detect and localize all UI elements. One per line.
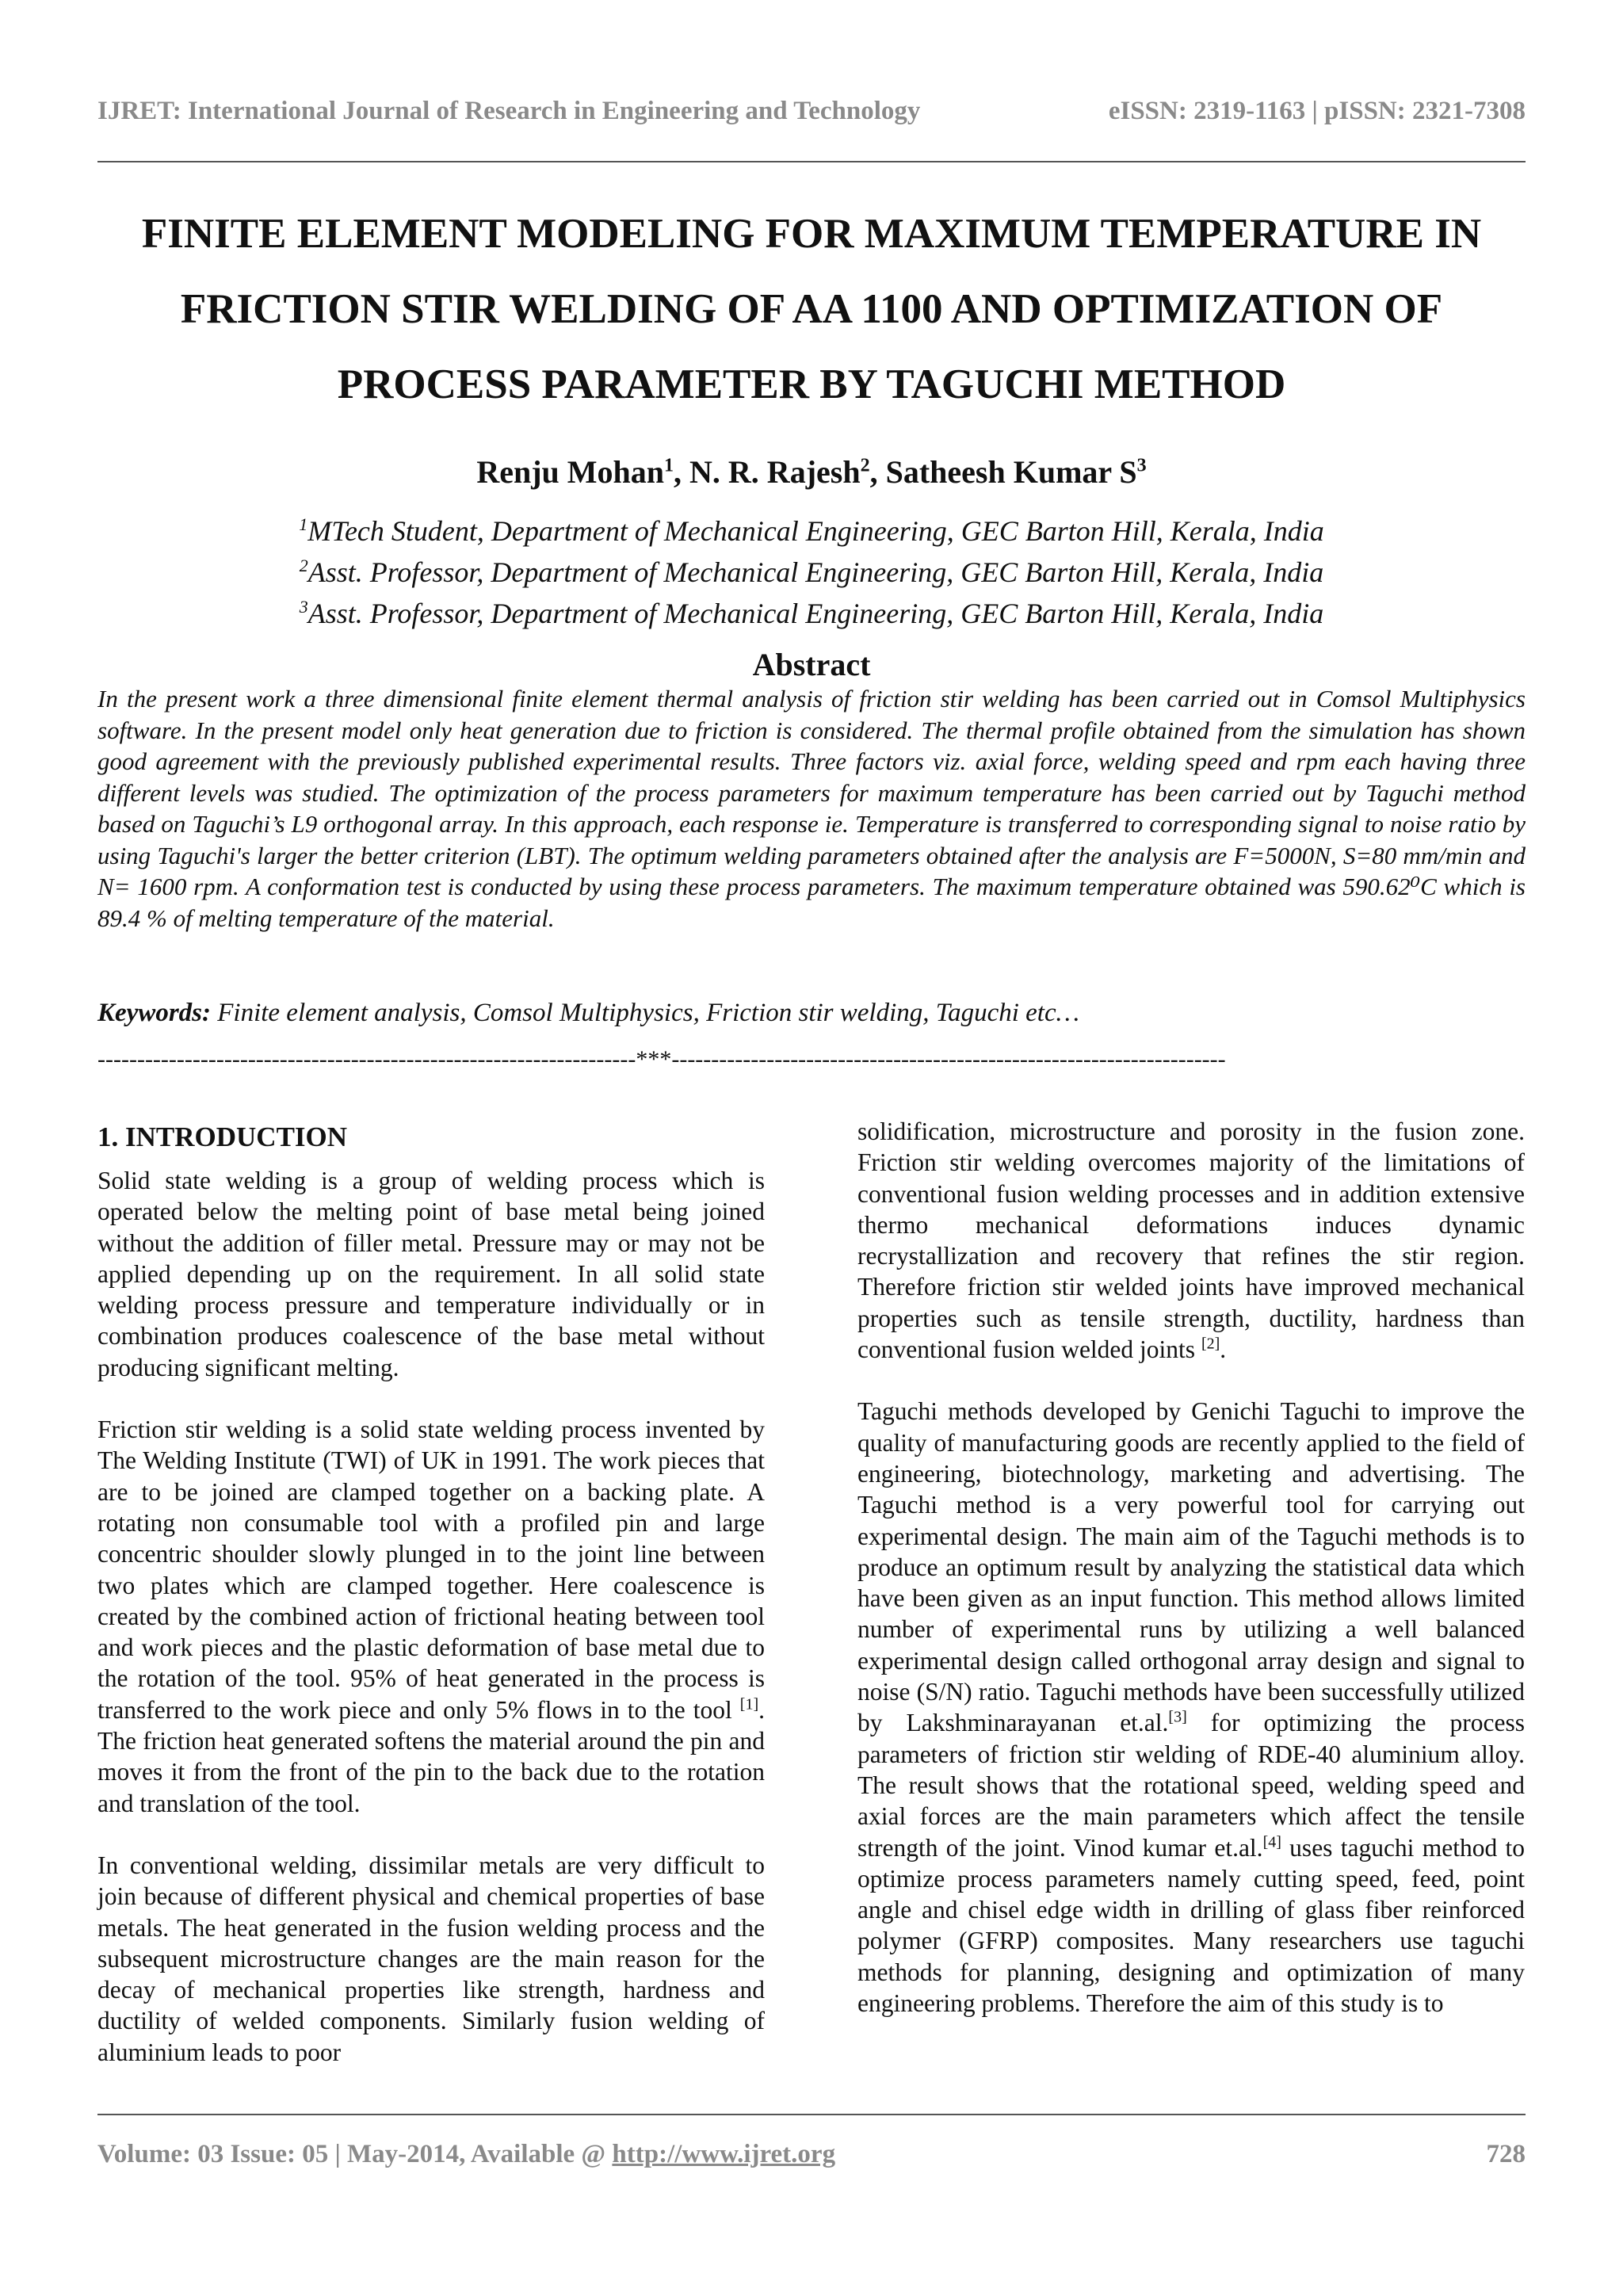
paragraph: solidification, microstructure and porosity in the fusion zone. Friction stir welding overcomes majority of the limitations of conventional fusion welding processes and in addition extensive thermo mechanical deformations induces dynamic recrystallization and recovery that refines the stir region. Therefore friction stir welded joints have improved mechanical properties such as tensile strength, ductility, hardness than conventional fusion welded joints [2]. (857, 1117, 1525, 1364)
paper-title: FINITE ELEMENT MODELING FOR MAXIMUM TEMPERATURE IN FRICTION STIR WELDING OF AA 1100 AND OPTIMIZATION OF PROCESS PARAMETER BY TAGUCHI METHOD (141, 211, 1482, 407)
keywords-label: Keywords: (97, 999, 211, 1027)
affiliation-list (97, 507, 1526, 631)
left-column (97, 1116, 765, 2099)
citation-ref: [2] (1201, 1335, 1220, 1353)
keywords-text: Finite element analysis, Comsol Multiphysics, Friction stir welding, Taguchi etc… (211, 999, 1079, 1027)
affiliation: $^2$Asst. Professor, Department of Mechanical Engineering, GEC Barton Hill, Kerala, India (299, 556, 1324, 588)
paragraph: Taguchi methods developed by Genichi Taguchi to improve the quality of manufacturing goods are recently applied to the field of engineering, biotechnology, marketing and advertising. The Taguchi method is a very powerful tool for carrying out experimental design. The main aim of the Taguchi methods is to produce an optimum result by analyzing the statistical data which have been given as an input function. This method allows limited number of experimental runs by utilizing a well balanced experimental design called orthogonal array design and signal to noise (S/N) ratio. Taguchi methods have been successfully utilized by Lakshminarayanan et.al.[3] for optimizing the process parameters of friction stir welding of RDE-40 aluminium alloy. The result shows that the rotational speed, welding speed and axial forces are the main parameters which affect the tensile strength of the joint. Vinod kumar et.al.[4] uses taguchi method to optimize process parameters namely cutting speed, feed, point angle and chisel edge width in drilling of glass fiber reinforced polymer (GFRP) composites. Many researchers use taguchi methods for planning, designing and optimization of many engineering problems. Therefore the aim of this study is to (857, 1397, 1526, 2018)
author-name: N. R. Rajesh (689, 454, 861, 490)
author-name: Satheesh Kumar S (885, 454, 1137, 490)
page-footer (97, 2140, 1526, 2178)
section-heading-introduction: 1. INTRODUCTION (97, 1121, 348, 1152)
author-affil-mark: 1 (664, 455, 674, 476)
author-affil-mark: 3 (1136, 455, 1147, 476)
page-header (97, 97, 1526, 135)
paragraph: Friction stir welding is a solid state welding process invented by The Welding Institute (TWI) of UK in 1991. The work pieces that are to be joined are clamped together on a backing plate. A rotating non consumable tool with a profiled pin and large concentric shoulder slowly plunged in to the joint line between two plates which are clamped together. Here coalescence is created by the combined action of frictional heating between tool and work pieces and the plastic deformation of base metal due to the rotation of the tool. 95% of heat generated in the process is transferred to the work piece and only 5% flows in to the tool [1]. The friction heat generated softens the material around the pin and moves it from the front of the pin to the back due to the rotation and translation of the tool. (97, 1415, 765, 1817)
header-divider (97, 161, 1526, 162)
footer-volume-info: Volume: 03 Issue: 05 | May-2014, Available @ http://www.ijret.org (97, 2140, 836, 2168)
right-column (857, 1116, 1525, 2050)
citation-ref: [4] (1262, 1833, 1281, 1851)
author-list: Renju Mohan$^1$, N. R. Rajesh$^2$, Satheesh Kumar $S^3$ (476, 454, 1147, 490)
issn-numbers: eISSN: 2319-1163 | pISSN: 2321-7308 (1108, 97, 1526, 125)
journal-link[interactable]: http://www.ijret.org (612, 2140, 836, 2168)
paragraph: In conventional welding, dissimilar metals are very difficult to join because of different physical and chemical properties of base metals. The heat generated in the fusion welding process and the subsequent microstructure changes are the main reason for the decay of mechanical properties like strength, hardness and ductility of welded components. Similarly fusion welding of aluminium leads to poor (97, 1851, 765, 2066)
citation-ref: [3] (1168, 1708, 1187, 1726)
affiliation: $^1$MTech Student, Department of Mechanical Engineering, GEC Barton Hill, Kerala, India (299, 514, 1324, 547)
keywords-line (97, 999, 1526, 1028)
section-separator: --------------------------------------------------------------------***---------------------------------------------------------------------- (97, 1046, 1226, 1072)
author-name: Renju Mohan (476, 454, 665, 490)
abstract-heading: Abstract (752, 647, 871, 682)
journal-name: IJRET: International Journal of Research in Engineering and Technology (97, 97, 921, 125)
page-number: 728 (1486, 2140, 1526, 2168)
citation-ref: [1] (739, 1695, 759, 1713)
abstract-body: In the present work a three dimensional finite element thermal analysis of friction stir welding has been carried out in Comsol Multiphysics software. In the present model only heat generation due to friction is considered. The thermal profile obtained from the simulation has shown good agreement with the previously published experimental results. Three factors viz. axial force, welding speed and rpm each having three different levels was studied. The optimization of the process parameters for maximum temperature has been carried out by Taguchi method based on Taguchi’s L9 orthogonal array. In this approach, each response ie. Temperature is transferred to corresponding signal to noise ratio by using Taguchi's larger the better criterion (LBT). The optimum welding parameters obtained after the analysis are F=5000N, S=80 mm/min and N= 1600 rpm. A conformation test is conducted by using these process parameters. The maximum temperature obtained was 590.62⁰C which is 89.4 % of melting temperature of the material. (97, 685, 1526, 932)
author-affil-mark: 2 (860, 455, 870, 476)
affiliation: $^3$Asst. Professor, Department of Mechanical Engineering, GEC Barton Hill, Kerala, India (299, 597, 1324, 629)
paragraph: Solid state welding is a group of welding process which is operated below the melting point of base metal being joined without the addition of filler metal. Pressure may or may not be applied depending up on the requirement. In all solid state welding process pressure and temperature individually or in combination produces coalescence of the base metal without producing significant melting. (97, 1167, 765, 1381)
footer-divider (97, 2114, 1526, 2115)
